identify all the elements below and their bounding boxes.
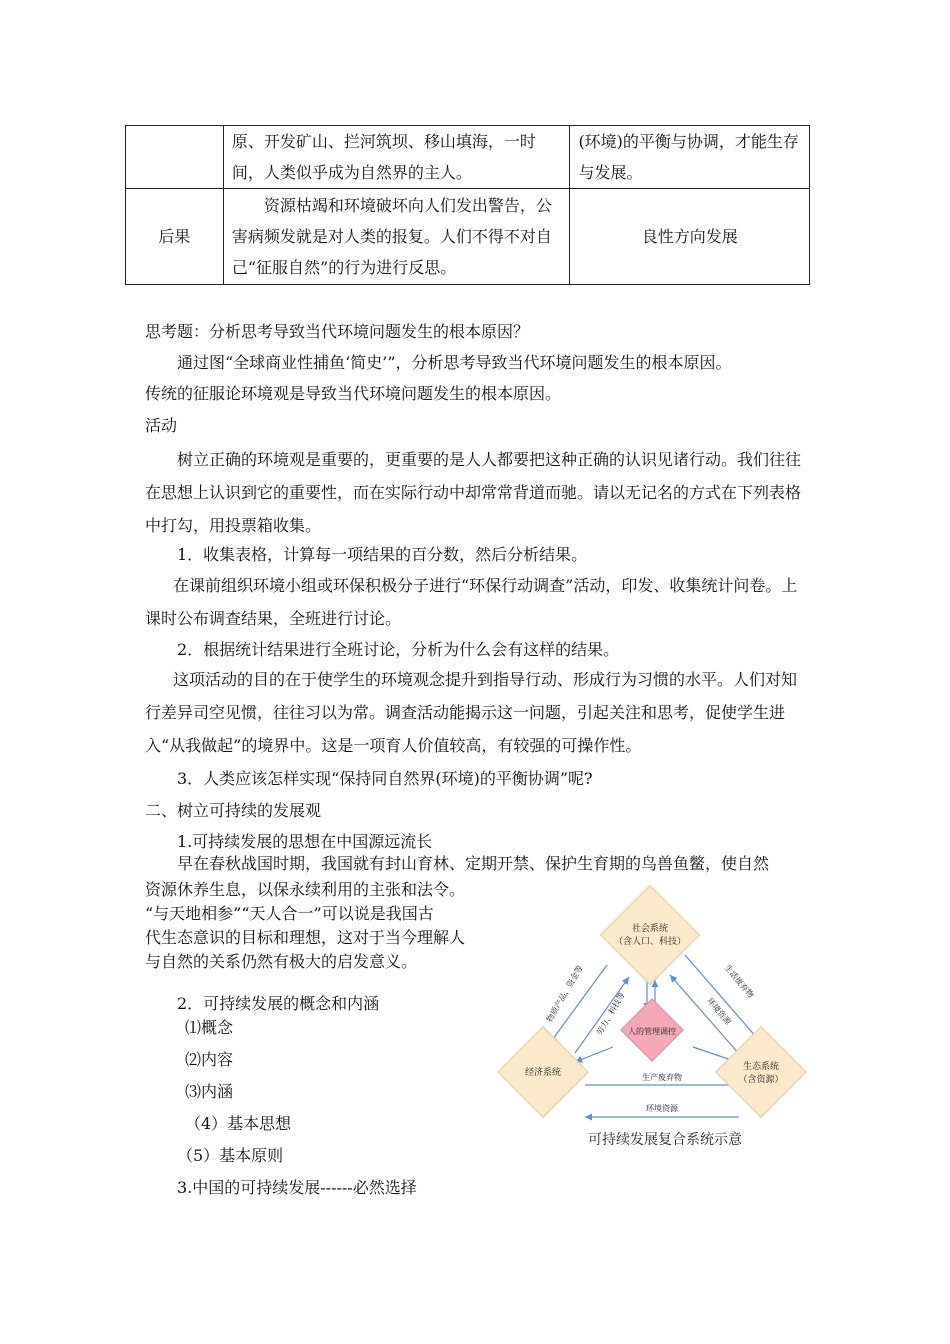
social-system-node bbox=[601, 886, 700, 985]
arrow-labor bbox=[575, 977, 629, 1053]
list-item: （5）基本原则 bbox=[177, 1146, 284, 1165]
list-item: ⑶内涵 bbox=[185, 1082, 234, 1101]
table-cell: (环境)的平衡与协调，才能生存与发展。 bbox=[570, 126, 810, 189]
table-cell: 原、开发矿山、拦河筑坝、移山填海，一时间，人类似乎成为自然界的主人。 bbox=[223, 126, 570, 189]
list-item: ⑵内容 bbox=[185, 1050, 234, 1069]
paragraph: 通过图“全球商业性捕鱼‘简史’”，分析思考导致当代环境问题发生的根本原因。 bbox=[177, 353, 732, 372]
paragraph: 代生态意识的目标和理想，这对于当今理解人 bbox=[145, 928, 466, 947]
subsection-heading: 2．可持续发展的概念和内涵 bbox=[177, 994, 380, 1013]
diagram-caption: 可持续发展复合系统示意 bbox=[588, 1132, 742, 1148]
table-cell bbox=[126, 126, 224, 189]
list-item: 2．根据统计结果进行全班讨论，分析为什么会有这样的结果。 bbox=[177, 640, 620, 659]
table-cell: 后果 bbox=[126, 189, 224, 285]
economy-title: 经济系统 bbox=[524, 1068, 562, 1078]
list-item: （4）基本思想 bbox=[185, 1114, 292, 1133]
section-heading: 二、树立可持续的发展观 bbox=[145, 801, 322, 820]
paragraph: 这项活动的目的在于使学生的环境观念提升到指导行动、形成行为习惯的水平。人们对知行差异司空见惯，往往习以为常。调查活动能揭示这一问题，引起关注和思考，促使学生进入“从我做起”的境界中。这是一项育人价值较高，有较强的可操作性。 bbox=[145, 670, 798, 755]
paragraph: 在课前组织环境小组或环保积极分子进行“环保行动调查”活动，印发、收集统计问卷。上课时公布调查结果，全班进行讨论。 bbox=[145, 576, 798, 628]
list-item: 3．人类应该怎样实现“保持同自然界(环境)的平衡协调”呢? bbox=[177, 769, 593, 788]
ecology-title: 生态系统 bbox=[742, 1062, 780, 1072]
subsection-heading: 3.中国的可持续发展------必然选择 bbox=[177, 1178, 417, 1197]
table-cell: 良性方向发展 bbox=[570, 189, 810, 285]
ecology-system-node bbox=[716, 1027, 807, 1118]
arrow-center-left bbox=[575, 1047, 613, 1062]
paragraph: 树立正确的环境观是重要的，更重要的是人人都要把这种正确的认识见诸行动。我们往往在思想上认识到它的重要性，而在实际行动中却常常背道而驰。请以无记名的方式在下列表格中打勾，用投票箱收集。 bbox=[145, 450, 802, 535]
env-res-top-label: 环境资源 bbox=[705, 996, 733, 1027]
social-subtitle: （含人口、科技） bbox=[613, 937, 687, 947]
think-question: 思考题：分析思考导致当代环境问题发生的根本原因？ bbox=[145, 322, 530, 341]
ecology-subtitle: （含资源） bbox=[738, 1075, 784, 1085]
list-item: ⑴概念 bbox=[185, 1018, 234, 1037]
sustainable-system-diagram bbox=[495, 885, 815, 1160]
labor-label: 劳力、科技等 bbox=[594, 990, 627, 1037]
goods-label: 物质产品、资金等 bbox=[544, 963, 585, 1024]
waste-prod-label: 生产废弃物 bbox=[642, 1073, 682, 1082]
social-title: 社会系统 bbox=[631, 924, 669, 934]
comparison-table bbox=[125, 125, 810, 285]
arrow-env-res-top bbox=[670, 975, 747, 1063]
list-item: 1．收集表格，计算每一项结果的百分数，然后分析结果。 bbox=[177, 545, 588, 564]
paragraph: “与天地相参”“天人合一”可以说是我国古 bbox=[145, 904, 434, 923]
paragraph: 与自然的关系仍然有极大的启发意义。 bbox=[145, 952, 418, 971]
paragraph: 早在春秋战国时期，我国就有封山育林、定期开禁、保护生育期的鸟兽鱼鳖，使自然 bbox=[177, 854, 770, 873]
waste-life-label: 生活废弃物 bbox=[722, 963, 756, 1000]
paragraph: 传统的征服论环境观是导致当代环境问题发生的根本原因。 bbox=[145, 384, 562, 403]
heading-activity: 活动 bbox=[145, 416, 178, 435]
table-row bbox=[126, 126, 810, 189]
table-row bbox=[126, 189, 810, 285]
env-res-bottom-label: 环境资源 bbox=[646, 1104, 678, 1113]
table-cell: 资源枯竭和环境破坏向人们发出警告，公害病频发就是对人类的报复。人们不得不对自己“征服自然”的行为进行反思。 bbox=[223, 189, 570, 285]
paragraph: 资源休养生息，以保永续利用的主张和法令。 bbox=[145, 880, 466, 899]
management-label: 人的管理调控 bbox=[628, 1027, 676, 1036]
subsection-heading: 1.可持续发展的思想在中国源远流长 bbox=[177, 832, 433, 851]
